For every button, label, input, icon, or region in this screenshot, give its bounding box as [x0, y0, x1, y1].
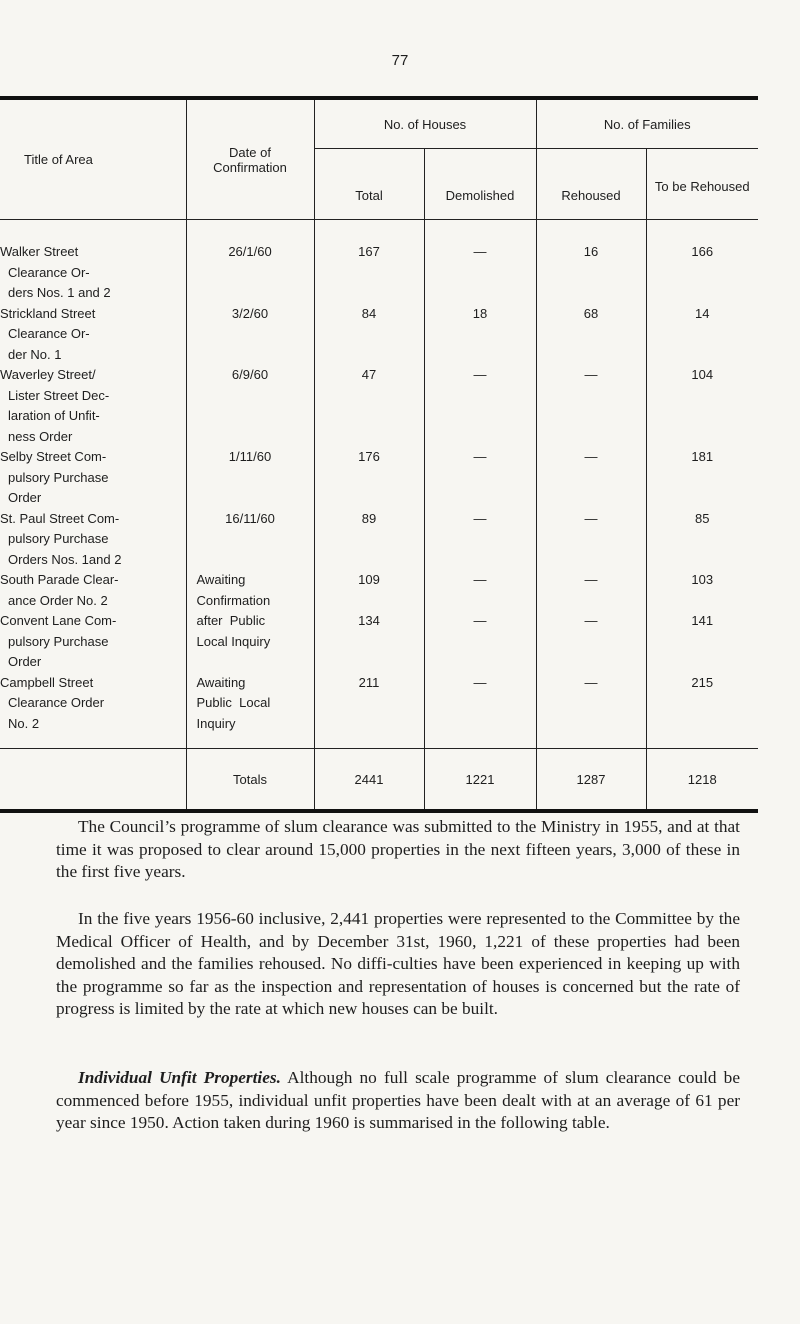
to-be-rehoused-cell: 166	[646, 220, 758, 304]
header-demolished: Demolished	[424, 149, 536, 220]
date-cell	[186, 611, 314, 673]
to-be-rehoused-cell: 14	[646, 304, 758, 366]
totals-row	[0, 749, 758, 812]
table-row	[0, 304, 758, 366]
to-be-rehoused-cell: 85	[646, 509, 758, 571]
paragraph-body: Although no full scale programme of slum clearance could be commenced before 1955, individual unfit properties have been dealt with at an average of 61 per year since 1950. Action taken during 1960 is summarised in the following table.	[56, 1068, 740, 1132]
header-total: Total	[314, 149, 424, 220]
date-cell: 16/11/60	[186, 509, 314, 571]
area-cell	[0, 611, 186, 673]
demolished-cell: —	[424, 220, 536, 304]
area-line: St. Paul Street Com-	[0, 510, 120, 526]
area-line: ance Order No. 2	[8, 592, 108, 608]
area-cell	[0, 304, 186, 366]
area-line: ness Order	[8, 428, 73, 444]
totals-demolished: 1221	[424, 749, 536, 812]
total-cell: 176	[314, 447, 424, 509]
paragraph-lead: Individual Unfit Properties.	[78, 1068, 281, 1087]
table-row	[0, 447, 758, 509]
demolished-cell: —	[424, 365, 536, 447]
page-number: 77	[391, 52, 409, 69]
date-cell: 1/11/60	[186, 447, 314, 509]
date-line: Public Local	[196, 695, 271, 710]
to-be-rehoused-cell: 104	[646, 365, 758, 447]
paragraph-programme: The Council’s programme of slum clearance was submitted to the Ministry in 1955, and at that time it was proposed to clear around 15,000 properties in the next fifteen years, 3,000 of these in the first five years.	[56, 817, 740, 881]
area-line: Strickland Street	[0, 305, 96, 321]
rehoused-cell: —	[536, 447, 646, 509]
header-date-of-confirmation: Date of Confirmation	[186, 98, 314, 220]
total-cell: 89	[314, 509, 424, 571]
header-to-be-rehoused: To be Rehoused	[646, 149, 758, 220]
header-title-of-area: Title of Area	[0, 98, 186, 220]
demolished-cell: 18	[424, 304, 536, 366]
rehoused-cell: 16	[536, 220, 646, 304]
rehoused-cell: —	[536, 611, 646, 673]
total-cell: 167	[314, 220, 424, 304]
total-cell: 211	[314, 673, 424, 749]
date-cell: 26/1/60	[186, 220, 314, 304]
header-no-of-houses: No. of Houses	[314, 98, 536, 149]
date-line: Awaiting	[196, 572, 246, 587]
totals-rehoused: 1287	[536, 749, 646, 812]
total-cell: 134	[314, 611, 424, 673]
to-be-rehoused-cell: 103	[646, 570, 758, 611]
area-cell	[0, 447, 186, 509]
to-be-rehoused-cell: 141	[646, 611, 758, 673]
date-line: Local Inquiry	[196, 633, 271, 649]
rehoused-cell: —	[536, 365, 646, 447]
area-cell	[0, 509, 186, 571]
area-line: ders Nos. 1 and 2	[8, 285, 111, 300]
date-line: Confirmation	[196, 592, 271, 608]
area-line: Clearance Or-	[8, 264, 90, 280]
date-line: Awaiting	[196, 674, 246, 690]
totals-to-be-rehoused: 1218	[646, 749, 758, 812]
table-row	[0, 365, 758, 447]
area-line: laration of Unfit-	[8, 408, 100, 423]
area-line: Selby Street Com-	[0, 449, 107, 464]
table-row	[0, 673, 758, 749]
rehoused-cell: —	[536, 673, 646, 749]
area-cell	[0, 673, 186, 749]
date-line: Inquiry	[196, 715, 236, 731]
paragraph-individual-unfit	[56, 1067, 740, 1135]
table-row	[0, 570, 758, 611]
table-body	[0, 220, 758, 749]
area-line: pulsory Purchase	[8, 633, 109, 649]
area-line: pulsory Purchase	[8, 469, 109, 485]
area-line: Waverley Street/	[0, 367, 96, 382]
table-row	[0, 509, 758, 571]
slum-clearance-table	[0, 96, 758, 813]
area-cell	[0, 220, 186, 304]
header-no-of-families: No. of Families	[536, 98, 758, 149]
date-line: after Public	[196, 613, 266, 628]
rehoused-cell: —	[536, 509, 646, 571]
demolished-cell: —	[424, 570, 536, 611]
header-rehoused: Rehoused	[536, 149, 646, 220]
date-cell: 6/9/60	[186, 365, 314, 447]
area-cell	[0, 365, 186, 447]
area-line: Campbell Street	[0, 674, 94, 690]
rehoused-cell: —	[536, 570, 646, 611]
date-cell: 3/2/60	[186, 304, 314, 366]
area-line: der No. 1	[8, 346, 62, 362]
area-line: No. 2	[8, 715, 40, 731]
area-line: Clearance Order	[8, 695, 105, 710]
area-cell	[0, 570, 186, 611]
to-be-rehoused-cell: 215	[646, 673, 758, 749]
paragraph-five-years: In the five years 1956-60 inclusive, 2,441 properties were represented to the Committee by the Medical Officer of Health, and by December 31st, 1960, 1,221 of these properties had been demolished and the families rehoused. No diffi-culties have been experienced in keeping up with the programme so far as the inspection and representation of houses is concerned but the rate of progress is limited by the rate at which new houses can be built.	[56, 909, 740, 1018]
area-line: Clearance Or-	[8, 326, 90, 341]
demolished-cell: —	[424, 611, 536, 673]
table-row	[0, 220, 758, 304]
total-cell: 109	[314, 570, 424, 611]
total-cell: 84	[314, 304, 424, 366]
area-line: pulsory Purchase	[8, 531, 109, 546]
area-line: Orders Nos. 1and 2	[8, 551, 122, 567]
to-be-rehoused-cell: 181	[646, 447, 758, 509]
totals-total: 2441	[314, 749, 424, 812]
rehoused-cell: 68	[536, 304, 646, 366]
demolished-cell: —	[424, 673, 536, 749]
demolished-cell: —	[424, 447, 536, 509]
area-line: Order	[8, 654, 42, 669]
date-cell	[186, 673, 314, 749]
date-cell	[186, 570, 314, 611]
area-line: South Parade Clear-	[0, 572, 119, 587]
totals-label: Totals	[186, 749, 314, 812]
area-line: Walker Street	[0, 244, 79, 259]
area-line: Order	[8, 490, 42, 505]
area-line: Convent Lane Com-	[0, 613, 117, 628]
area-line: Lister Street Dec-	[8, 387, 110, 403]
demolished-cell: —	[424, 509, 536, 571]
table-row	[0, 611, 758, 673]
total-cell: 47	[314, 365, 424, 447]
